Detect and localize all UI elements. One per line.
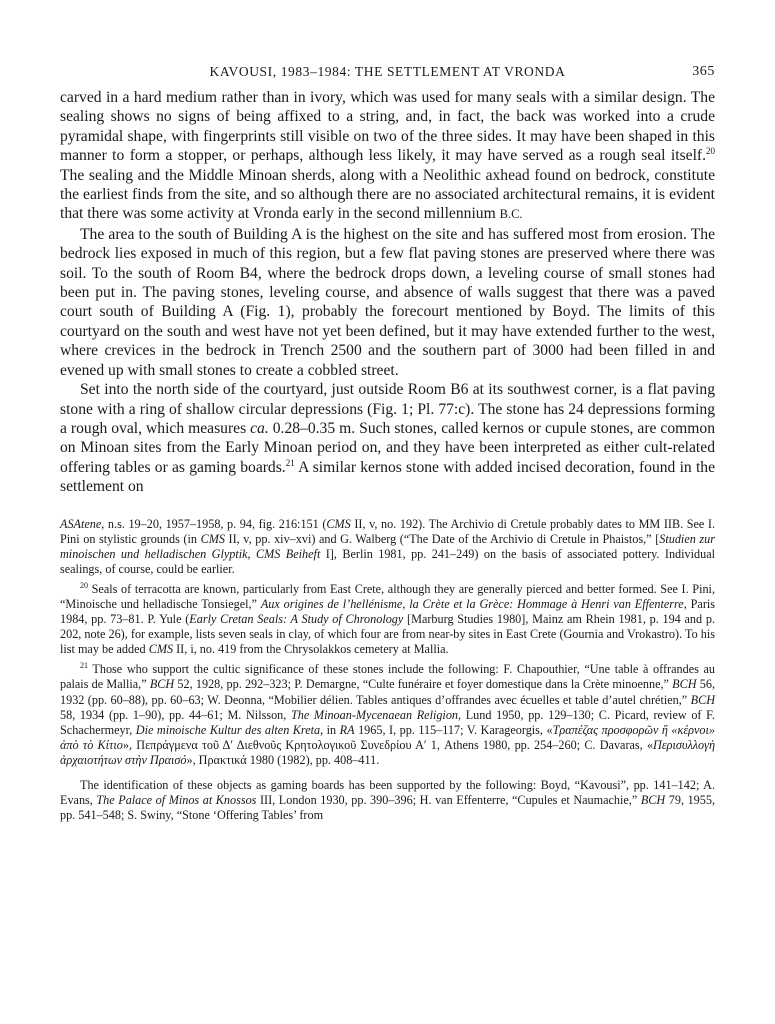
- text-run: 52, 1928, pp. 292–323; P. Demargne, “Culte funéraire et foyer domestique dans la Crète minoenne,”: [174, 677, 673, 692]
- text-run: Set into the north side of the courtyard, just outside Room B6 at its southwest corner, is a flat paving stone with a ring of shallow circular depressions (Fig. 1; Pl. 77:c). The stone has 24 depressions forming a rough oval, which measures: [60, 381, 715, 437]
- page-number: 365: [692, 64, 715, 79]
- body-text: [60, 88, 715, 497]
- text-run: Seals of terracotta are known, particularly from East Crete, although they are generally pierced and better formed. See I. Pini, “Minoische und helladische Tonsiegel,”: [60, 581, 715, 611]
- running-title: KAVOUSI, 1983–1984: THE SETTLEMENT AT VRONDA: [209, 64, 566, 79]
- paragraph: [60, 380, 715, 496]
- footnote-number: 21: [80, 661, 88, 671]
- text-run-italic: Studien zur minoischen und helladischen Glyptik, CMS Beiheft: [60, 531, 716, 561]
- text-run: , Paris 1984, pp. 73–81. P. Yule (: [60, 597, 716, 627]
- footnote-ref-20: 20: [706, 146, 715, 157]
- footnote-number: 20: [80, 580, 88, 590]
- text-run-italic: CMS: [326, 516, 351, 531]
- text-run-italic: Aux origines de l’hellénisme, la Crète et la Grèce: Hommage à Henri van Effenterre: [260, 597, 684, 611]
- text-run-italic: Die minoische Kultur des alten Kreta: [135, 722, 321, 737]
- paragraph: [60, 88, 715, 225]
- text-run: 1965, I, pp. 115–117; V. Karageorgis, «: [354, 722, 553, 737]
- footnotes: [60, 517, 715, 824]
- text-run: Πρακτικά: [198, 752, 247, 767]
- text-run: The sealing and the Middle Minoan sherds, along with a Neolithic axhead found on bedrock, constitute the earliest finds from the site, and so although there are no associated architectural remains, it is evident that there was some activity at Vronda early in the second millennium: [60, 166, 715, 223]
- text-run: 0.28–0.35 m. Such stones, called kernos or cupule stones, are common on Minoan sites from the Early Minoan period on, and they have been interpreted as either cult-related offering tables or as gaming boards.: [60, 419, 715, 476]
- text-run-italic: CMS: [148, 642, 174, 657]
- footnote-continuation: [60, 517, 715, 577]
- era-abbrev: B.C.: [499, 207, 523, 222]
- text-run: 79, 1955, pp. 541–548; S. Swiny, “Stone ‘Offering Tables’ from: [60, 793, 716, 823]
- text-run: II, v, no. 192). The Archivio di Cretule probably dates to MM IIB. See I. Pini on stylistic grounds (in: [60, 516, 716, 546]
- text-run-italic: ca.: [250, 419, 269, 437]
- text-run: Those who support the cultic significance of these stones include the following: F. Chapouthier, “Une table à offrandes au palais de Mallia,”: [60, 662, 715, 692]
- text-run: A similar kernos stone with added incised decoration, found in the settlement on: [60, 458, 715, 496]
- text-run: carved in a hard medium rather than in ivory, which was used for many seals with a similar design. The sealing shows no signs of being affixed to a string, and, in fact, the back was worked into a crude pyramidal shape, with fingerprints still visible on two of the three sides. It may have been shaped in this manner to form a stopper, or perhaps, although less likely, it may have served as a rough seal itself.: [60, 89, 715, 165]
- text-run: », Πεπράγμενα τοῦ Δ′ Διεθνοῦς Κρητολογικοῦ Συνεδρίου Α′ 1, Athens 1980, pp. 254–260; C. Davaras, «: [122, 737, 654, 752]
- text-run: 58, 1934 (pp. 1–90), pp. 44–61; M. Nilsson,: [60, 707, 291, 722]
- text-run: 1980 (1982), pp. 408–411.: [246, 752, 380, 767]
- text-run-italic: The Minoan-Mycenaean Religion: [290, 707, 459, 722]
- text-run: III, London 1930, pp. 390–396; H. van Effenterre, “Cupules et Naumachie,”: [256, 793, 641, 808]
- footnote-21-continued: [60, 778, 715, 823]
- text-run-italic: RA: [339, 722, 355, 737]
- text-run: II, v, pp. xiv–xvi) and G. Walberg (“The Date of the Archivio di Cretule in Phaistos,” [: [224, 531, 660, 546]
- text-run-italic: CMS: [200, 531, 225, 546]
- text-run: [Marburg Studies 1980], Mainz am Rhein 1981, p. 194 and p. 202, note 26), for example, lists seven seals in clay, of which four are from near-by sites in East Crete (Gournia and Vrokastro). To his list may be added: [60, 612, 715, 657]
- text-run: I], Berlin 1981, pp. 241–249) on the basis of associated pottery. Individual sealings, of course, could be earlier.: [60, 546, 715, 576]
- text-run: The identification of these objects as gaming boards has been supported by the following: Boyd, “Kavousi”, pp. 141–142; A. Evans,: [60, 778, 715, 808]
- text-run-italic: The Palace of Minos at Knossos: [96, 793, 257, 808]
- footnote-21: [60, 662, 715, 768]
- running-head: [60, 60, 715, 88]
- text-run: »,: [186, 752, 199, 767]
- text-run-italic: ASAtene: [60, 516, 102, 531]
- text-run: , Lund 1950, pp. 129–130; C. Picard, review of F. Schachermeyr,: [60, 707, 715, 737]
- text-run-italic: Early Cretan Seals: A Study of Chronology: [189, 612, 404, 627]
- text-run-italic: BCH: [690, 692, 715, 707]
- footnote-20: [60, 582, 715, 657]
- page: [60, 60, 715, 823]
- paragraph: The area to the south of Building A is the highest on the site and has suffered most from erosion. The bedrock lies exposed in much of this region, but a few flat paving stones are preserved where there was soil. To the south of Room B4, where the bedrock drops down, a leveling course of small stones had been put in. The paving stones, leveling course, and absence of walls suggest that there was a paved court south of Building A (Fig. 1), probably the forecourt mentioned by Boyd. The limits of this courtyard on the south and west have not yet been defined, but it may have extended further to the west, where crevices in the bedrock in Trench 2500 and the southern part of 3000 had been filled in and evened up with small stones to create a cobbled street.: [60, 225, 715, 379]
- text-run-italic: BCH: [672, 677, 697, 692]
- text-run: , in: [320, 722, 340, 737]
- text-run-italic: Περισυλλογὴ ἀρχαιοτήτων στὴν Πραισό: [60, 737, 715, 767]
- text-run: , n.s. 19–20, 1957–1958, p. 94, fig. 216:151 (: [101, 516, 327, 531]
- text-run-italic: BCH: [149, 677, 175, 692]
- text-run: 56, 1932 (pp. 60–88), pp. 60–63; W. Deonna, “Mobilier délien. Tables antiques d’offrandes avec écuelles et table d’autel chrétien,”: [60, 677, 715, 707]
- text-run: II, i, no. 419 from the Chrysolakkos cemetery at Mallia.: [173, 642, 449, 657]
- text-run-italic: Τραπέζας προσφορῶν ἢ «κέρνοι» ἀπὸ τὸ Κίτιο: [60, 722, 716, 752]
- footnote-ref-21: 21: [285, 457, 295, 468]
- text-run-italic: BCH: [640, 793, 666, 808]
